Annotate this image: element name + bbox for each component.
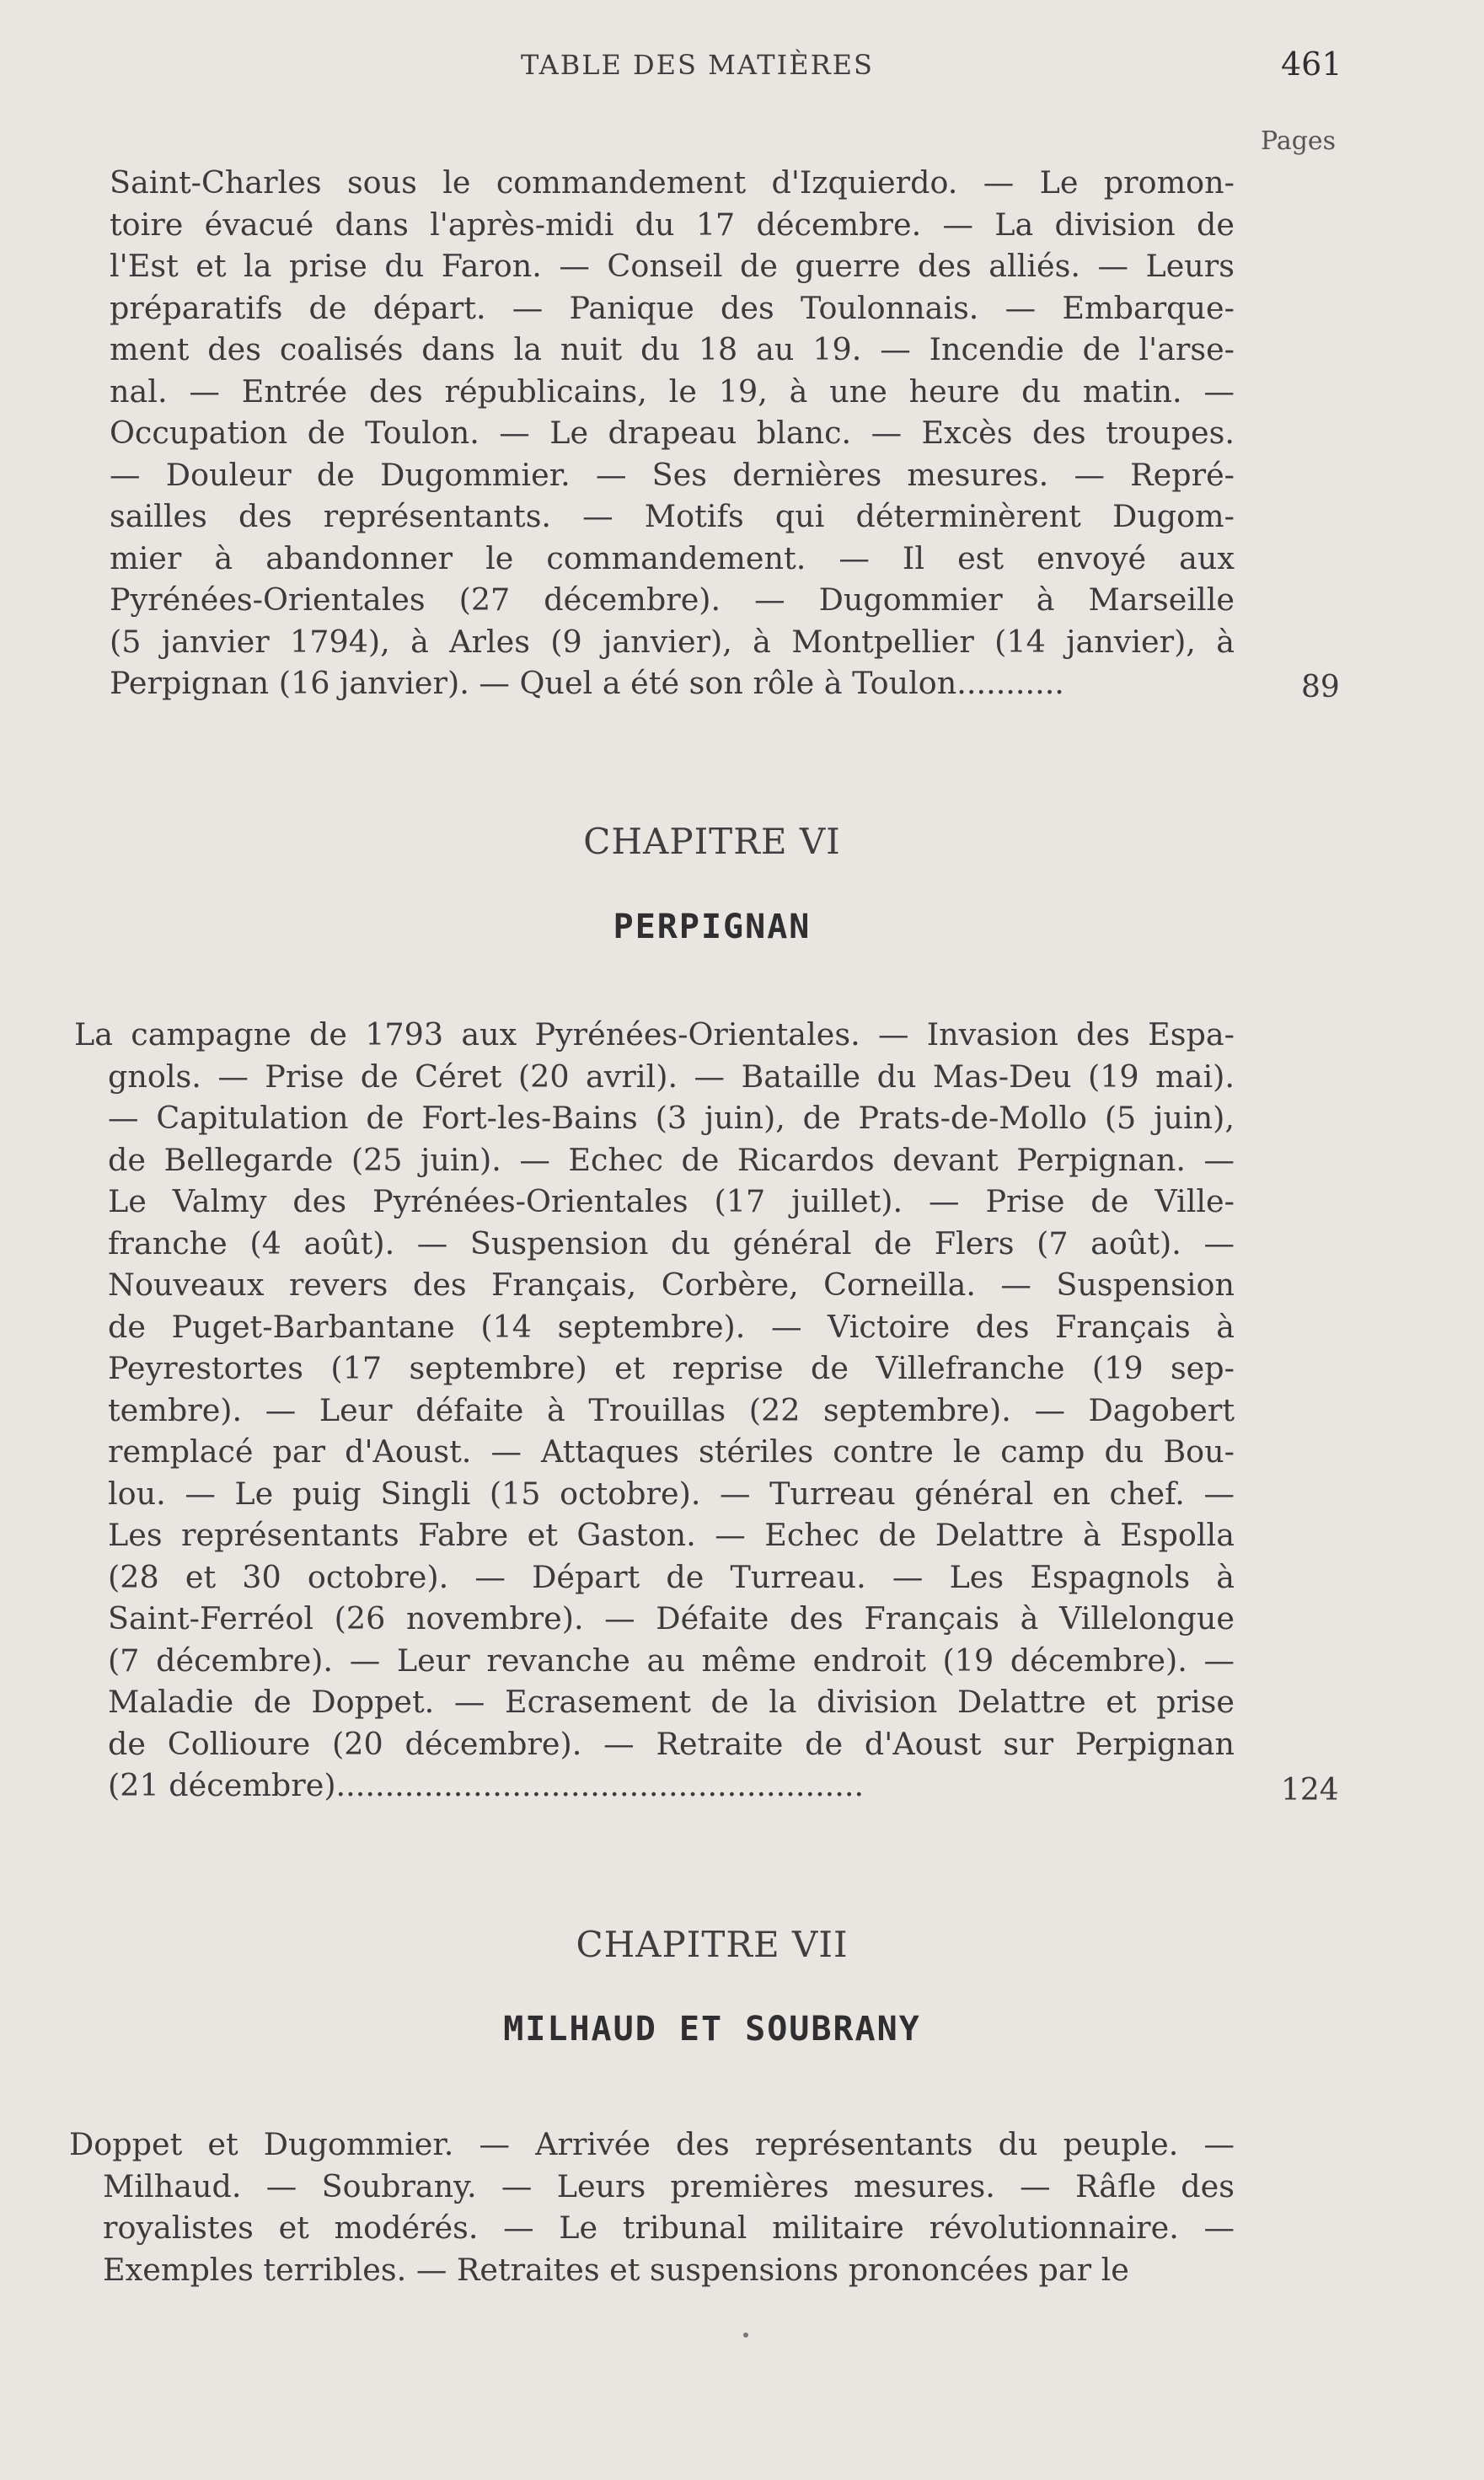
toc-line: l'Est et la prise du Faron. — Conseil de guerre des alliés. — Leurs <box>110 248 1235 284</box>
toc-line: toire évacué dans l'après-midi du 17 décembre. — La division de <box>110 206 1235 243</box>
page-number: 461 <box>1281 46 1342 83</box>
page-reference: 124 <box>1281 1773 1339 1808</box>
toc-line: nal. — Entrée des républicains, le 19, à une heure du matin. — <box>110 372 1235 410</box>
toc-entry-chapter-6 <box>74 1014 1235 1807</box>
paper-speck <box>743 2333 748 2338</box>
running-title: TABLE DES MATIÈRES <box>521 49 874 81</box>
toc-line: franche (4 août). — Suspension du général de Flers (7 août). — <box>108 1224 1235 1261</box>
toc-line: royalistes et modérés. — Le tribunal militaire révolutionnaire. — <box>103 2210 1235 2246</box>
toc-line: de Bellegarde (25 juin). — Echec de Ricardos devant Perpignan. — <box>108 1141 1235 1178</box>
toc-line: lou. — Le puig Singli (15 octobre). — Turreau général en chef. — <box>108 1475 1235 1512</box>
toc-line: de Collioure (20 décembre). — Retraite de d'Aoust sur Perpignan <box>108 1725 1235 1762</box>
pages-column-label: Pages <box>1261 126 1337 156</box>
toc-line: Exemples terribles. — Retraites et suspensions prononcées par le <box>103 2251 1129 2288</box>
chapter-number: CHAPITRE VI <box>583 821 841 862</box>
toc-line: de Puget-Barbantane (14 septembre). — Victoire des Français à <box>108 1308 1235 1345</box>
toc-line: Perpignan (16 janvier). — Quel a été son rôle à Toulon........... <box>110 665 1064 701</box>
toc-line: Le Valmy des Pyrénées-Orientales (17 juillet). — Prise de Ville- <box>108 1183 1235 1219</box>
toc-line: — Capitulation de Fort-les-Bains (3 juin), de Prats-de-Mollo (5 juin), <box>108 1100 1235 1136</box>
toc-line: tembre). — Leur défaite à Trouillas (22 septembre). — Dagobert <box>108 1391 1235 1428</box>
running-head <box>0 46 1484 86</box>
toc-entry-chapter-7 <box>69 2124 1235 2290</box>
toc-line: (28 et 30 octobre). — Départ de Turreau. — Les Espagnols à <box>108 1558 1235 1595</box>
toc-line: gnols. — Prise de Céret (20 avril). — Bataille du Mas-Deu (19 mai). <box>108 1058 1235 1095</box>
toc-line: ment des coalisés dans la nuit du 18 au 19. — Incendie de l'arse- <box>110 331 1235 367</box>
toc-line: mier à abandonner le commandement. — Il est envoyé aux <box>110 539 1235 576</box>
toc-line: (21 décembre)...................................................... <box>108 1767 865 1803</box>
toc-entry-chapter-5-continuation <box>110 162 1235 704</box>
chapter-title: PERPIGNAN <box>613 908 812 946</box>
toc-line: Saint-Ferréol (26 novembre). — Défaite des Français à Villelongue <box>108 1600 1235 1636</box>
chapter-number: CHAPITRE VII <box>576 1924 849 1965</box>
toc-line: (7 décembre). — Leur revanche au même endroit (19 décembre). — <box>108 1642 1235 1679</box>
toc-line: Doppet et Dugommier. — Arrivée des représentants du peuple. — <box>69 2126 1235 2162</box>
toc-line: — Douleur de Dugommier. — Ses dernières mesures. — Repré- <box>110 456 1235 493</box>
toc-line: préparatifs de départ. — Panique des Toulonnais. — Embarque- <box>110 289 1235 326</box>
toc-line: Nouveaux revers des Français, Corbère, Corneilla. — Suspension <box>108 1267 1235 1303</box>
page-reference: 89 <box>1301 670 1340 704</box>
toc-line: remplacé par d'Aoust. — Attaques stériles contre le camp du Bou- <box>108 1433 1235 1470</box>
toc-line: Occupation de Toulon. — Le drapeau blanc. — Excès des troupes. <box>110 415 1235 451</box>
toc-line: La campagne de 1793 aux Pyrénées-Orientales. — Invasion des Espa- <box>74 1016 1235 1053</box>
toc-line: Maladie de Doppet. — Ecrasement de la division Delattre et prise <box>108 1684 1235 1720</box>
toc-line: Les représentants Fabre et Gaston. — Echec de Delattre à Espolla <box>108 1517 1235 1553</box>
toc-line: sailles des représentants. — Motifs qui déterminèrent Dugom- <box>110 498 1235 534</box>
toc-line: Pyrénées-Orientales (27 décembre). — Dugommier à Marseille <box>110 581 1235 618</box>
toc-line: Peyrestortes (17 septembre) et reprise de Villefranche (19 sep- <box>108 1350 1235 1386</box>
toc-line: (5 janvier 1794), à Arles (9 janvier), à Montpellier (14 janvier), à <box>110 623 1235 660</box>
toc-line: Milhaud. — Soubrany. — Leurs premières mesures. — Râfle des <box>103 2167 1235 2204</box>
toc-line: Saint-Charles sous le commandement d'Izquierdo. — Le promon- <box>110 164 1235 201</box>
chapter-title: MILHAUD ET SOUBRANY <box>503 2010 921 2049</box>
